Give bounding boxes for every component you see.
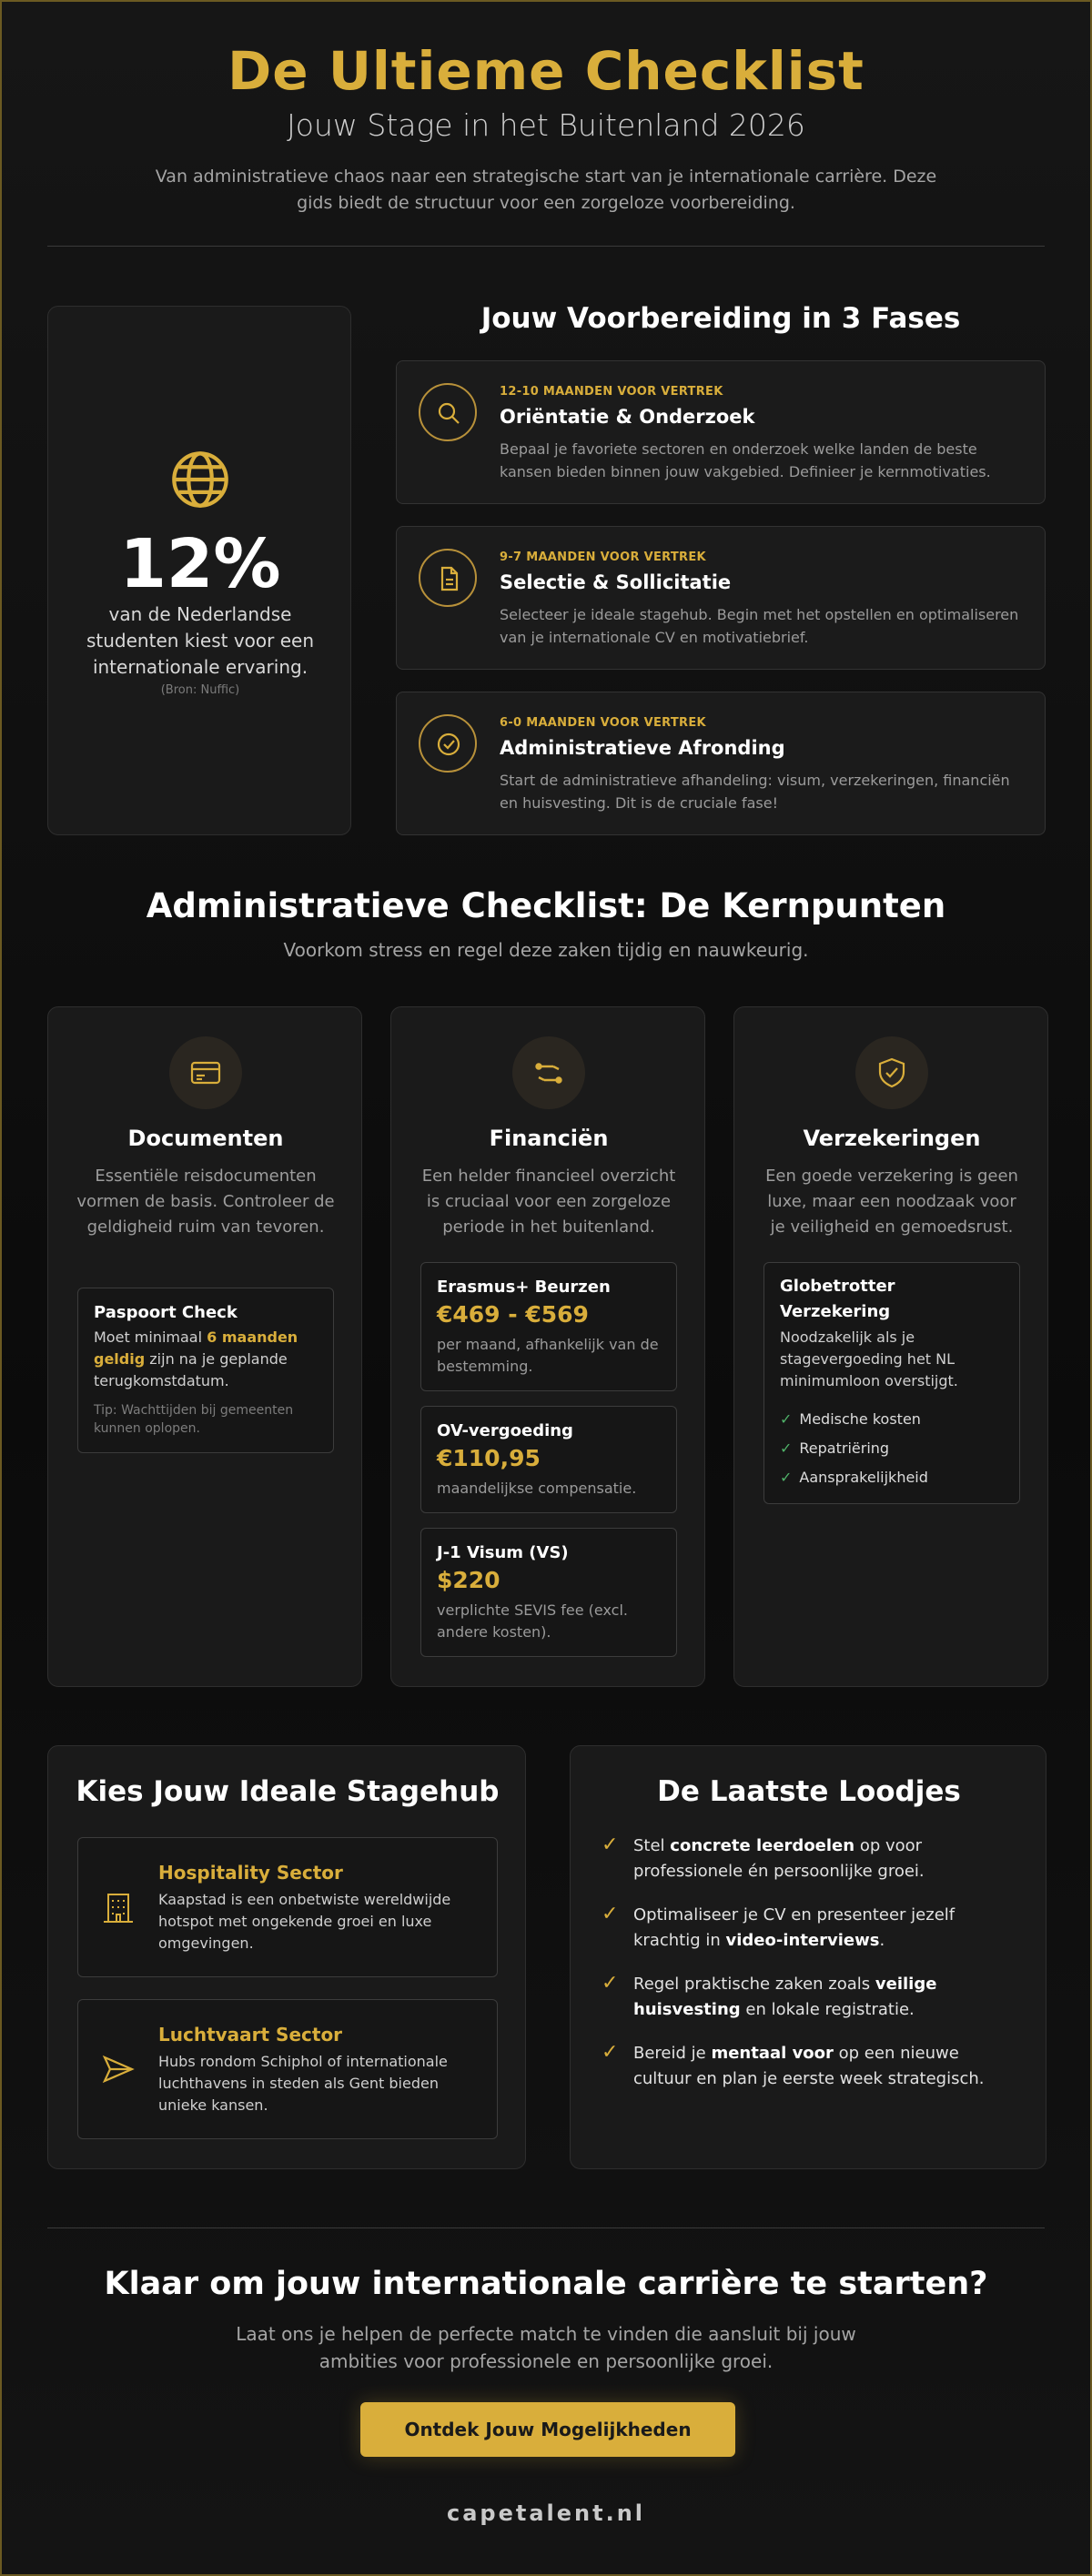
shield-icon [855, 1036, 928, 1109]
check-icon: ✓ [780, 1469, 793, 1486]
page-title: De Ultieme Checklist [228, 40, 864, 102]
phase-title: Selectie & Sollicitatie [500, 571, 732, 593]
stagehub-desc: Hubs rondom Schiphol of internationale luchthavens in steden als Gent bieden unieke kansen. [158, 2053, 448, 2114]
stagehub-desc: Kaapstad is een onbetwiste wereldwijde hotspot met ongekende groei en luxe omgevingen. [158, 1891, 451, 1952]
passport-check-box [77, 1288, 334, 1453]
insurance-check-item: ✓ Repatriëring [780, 1440, 890, 1457]
stagehub-heading: Kies Jouw Ideale Stagehub [76, 1775, 500, 1808]
stat-card [47, 306, 351, 835]
stat-source: (Bron: Nuffic) [160, 683, 240, 697]
passport-tip: Tip: Wachttijden bij gemeenten kunnen oplopen. [94, 1403, 294, 1436]
phase-title: Oriëntatie & Onderzoek [500, 406, 755, 428]
money-icon [512, 1036, 585, 1109]
final-tasks-card [570, 1745, 1046, 2169]
phase-card [396, 526, 1046, 670]
documents-card [47, 1006, 362, 1687]
finance-item-note: maandelijkse compensatie. [437, 1480, 637, 1497]
insurance-box-text: Noodzakelijk als je stagevergoeding het NL minimumloon overstijgt. [780, 1328, 958, 1389]
phase-desc: Start de administratieve afhandeling: visum, verzekeringen, financiën en huisvesting. Dit is de cruciale fase! [500, 772, 1010, 812]
cta-heading: Klaar om jouw internationale carrière te starten? [104, 2266, 988, 2302]
stagehub-item [77, 1999, 498, 2139]
stat-value: 12% [119, 525, 281, 603]
finance-item-amount: €110,95 [437, 1445, 541, 1471]
finance-item-note: verplichte SEVIS fee (excl. andere kosten). [437, 1601, 628, 1641]
insurance-box-title: Globetrotter Verzekering [780, 1277, 895, 1321]
stagehub-card [47, 1745, 526, 2169]
finance-desc: Een helder financieel overzicht is cruciaal voor een zorgeloze periode in het buitenland. [421, 1167, 676, 1237]
insurance-card [733, 1006, 1048, 1687]
stagehub-title: Hospitality Sector [158, 1862, 343, 1884]
finance-item-amount: €469 - €569 [437, 1301, 589, 1328]
stat-text: van de Nederlandse studenten kiest voor een internationale ervaring. [86, 603, 315, 678]
phase-card [396, 360, 1046, 504]
final-task-text: Bereid je mentaal voor op een nieuwe cultuur en plan je eerste week strategisch. [633, 2044, 985, 2088]
building-icon [100, 1889, 136, 1925]
finance-item-title: J-1 Visum (VS) [437, 1543, 569, 1562]
phase-title: Administratieve Afronding [500, 737, 785, 759]
final-tasks-heading: De Laatste Loodjes [657, 1775, 961, 1808]
phase-tag: 6-0 MAANDEN VOOR VERTREK [500, 716, 706, 730]
finance-item-note: per maand, afhankelijk van de bestemming. [437, 1336, 659, 1375]
page-subtitle: Jouw Stage in het Buitenland 2026 [287, 107, 805, 143]
check-circle-icon [419, 714, 477, 773]
finance-item-amount: $220 [437, 1567, 500, 1593]
intro-text: Van administratieve chaos naar een strategische start van je internationale carrière. Deze gids biedt de structuur voor een zorgeloze voorbereiding. [155, 167, 937, 213]
check-icon: ✓ [602, 2041, 619, 2064]
checklist-subheading: Voorkom stress en regel deze zaken tijdig en nauwkeurig. [283, 939, 809, 961]
finance-item [420, 1262, 677, 1391]
check-icon: ✓ [602, 1903, 619, 1925]
globe-icon [169, 449, 231, 510]
phase-tag: 9-7 MAANDEN VOOR VERTREK [500, 551, 706, 564]
passport-check-text: Moet minimaal 6 maanden geldig zijn na je geplande terugkomstdatum. [94, 1328, 298, 1389]
insurance-check-item: ✓ Aansprakelijkheid [780, 1469, 928, 1486]
final-task-text: Stel concrete leerdoelen op voor professionele én persoonlijke groei. [633, 1836, 925, 1881]
insurance-box [763, 1262, 1020, 1504]
phase-desc: Bepaal je favoriete sectoren en onderzoek welke landen de beste kansen bieden binnen jouw vakgebied. Definieer je kernmotivaties. [500, 440, 991, 480]
checklist-heading: Administratieve Checklist: De Kernpunten [146, 886, 946, 925]
finance-item [420, 1406, 677, 1513]
final-task-text: Optimaliseer je CV en presenteer jezelf krachtig in video-interviews. [633, 1905, 956, 1950]
stagehub-title: Luchtvaart Sector [158, 2024, 343, 2046]
documents-title: Documenten [127, 1126, 284, 1151]
phase-tag: 12-10 MAANDEN VOOR VERTREK [500, 385, 723, 399]
check-icon: ✓ [780, 1440, 793, 1457]
check-icon: ✓ [602, 1834, 619, 1856]
divider [47, 2227, 1045, 2228]
divider [47, 246, 1045, 247]
finance-item-title: Erasmus+ Beurzen [437, 1278, 611, 1297]
finance-card [390, 1006, 705, 1687]
passport-check-title: Paspoort Check [94, 1303, 238, 1322]
id-card-icon [169, 1036, 242, 1109]
check-icon: ✓ [602, 1972, 619, 1995]
footer-site-link[interactable]: capetalent.nl [446, 2500, 646, 2526]
phase-desc: Selecteer je ideale stagehub. Begin met het opstellen en optimaliseren van je internationale CV en motivatiebrief. [500, 606, 1019, 646]
paper-plane-icon [100, 2051, 136, 2087]
discover-opportunities-button[interactable]: Ontdek Jouw Mogelijkheden [360, 2402, 735, 2457]
document-icon [419, 549, 477, 607]
finance-item-title: OV-vergoeding [437, 1421, 573, 1440]
insurance-check-item: ✓ Medische kosten [780, 1410, 921, 1428]
insurance-title: Verzekeringen [803, 1126, 981, 1151]
finance-title: Financiën [489, 1126, 609, 1151]
stagehub-item [77, 1837, 498, 1977]
phases-heading: Jouw Voorbereiding in 3 Fases [480, 302, 961, 335]
phase-card [396, 692, 1046, 835]
documents-desc: Essentiële reisdocumenten vormen de basis. Controleer de geldigheid ruim van tevoren. [76, 1167, 335, 1237]
final-task-text: Regel praktische zaken zoals veilige huisvesting en lokale registratie. [633, 1975, 937, 2019]
check-icon: ✓ [780, 1410, 793, 1428]
search-icon [419, 383, 477, 441]
insurance-desc: Een goede verzekering is geen luxe, maar een noodzaak voor je veiligheid en gemoedsrust. [765, 1167, 1018, 1237]
finance-item [420, 1528, 677, 1657]
cta-subtext: Laat ons je helpen de perfecte match te vinden die aansluit bij jouw ambities voor professionele en persoonlijke groei. [236, 2323, 856, 2372]
